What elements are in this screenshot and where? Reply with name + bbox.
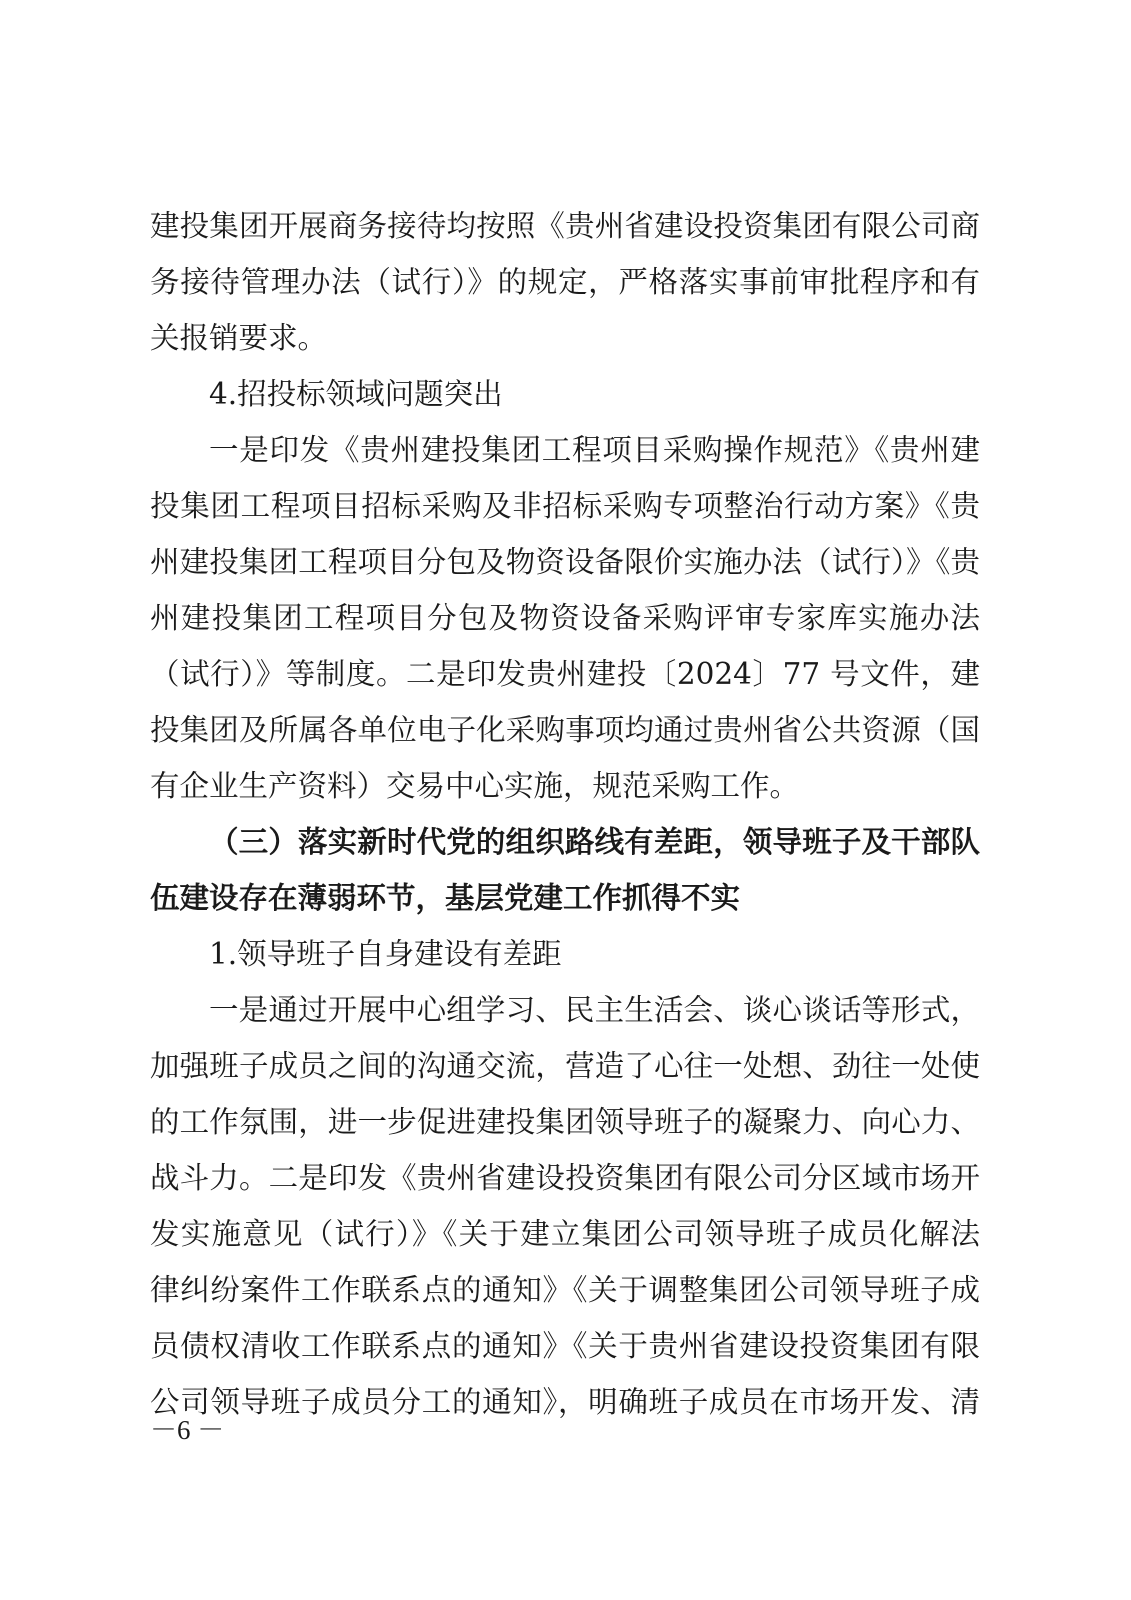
chapter-heading: 伍建设存在薄弱环节，基层党建工作抓得不实 [150,880,741,915]
text-line: 务接待管理办法（试行）》的规定，严格落实事前审批程序和有 [150,265,980,299]
body-text [150,198,980,1430]
text-line: 州建投集团工程项目分包及物资设备采购评审专家库实施办法 [150,601,980,635]
text-line: 公司领导班子成员分工的通知》，明确班子成员在市场开发、清 [150,1385,980,1419]
text-line: 关报销要求。 [150,321,328,355]
text-line: （试行）》等制度。二是印发贵州建投〔2024〕77 号文件，建 [150,657,980,691]
chapter-heading: （三）落实新时代党的组织路线有差距，领导班子及干部队 [209,824,980,859]
text-line: 有企业生产资料）交易中心实施，规范采购工作。 [150,769,800,803]
text-line: 员债权清收工作联系点的通知》《关于贵州省建设投资集团有限 [150,1329,980,1363]
text-line: 加强班子成员之间的沟通交流，营造了心往一处想、劲往一处使 [150,1049,980,1083]
text-line: 投集团及所属各单位电子化采购事项均通过贵州省公共资源（国 [150,713,980,747]
text-line: 一是通过开展中心组学习、民主生活会、谈心谈话等形式， [209,993,980,1027]
text-line: 一是印发《贵州建投集团工程项目采购操作规范》《贵州建 [209,433,980,467]
page-number: －6 － [150,1415,225,1445]
text-line: 发实施意见（试行）》《关于建立集团公司领导班子成员化解法 [150,1217,980,1251]
text-line: 战斗力。二是印发《贵州省建设投资集团有限公司分区域市场开 [150,1161,980,1195]
text-line: 州建投集团工程项目分包及物资设备限价实施办法（试行）》《贵 [150,545,980,579]
text-line: 的工作氛围，进一步促进建投集团领导班子的凝聚力、向心力、 [150,1105,980,1139]
section-heading: 4.招投标领域问题突出 [209,377,503,411]
text-line: 建投集团开展商务接待均按照《贵州省建设投资集团有限公司商 [150,209,980,243]
section-heading: 1.领导班子自身建设有差距 [209,937,562,971]
text-line: 律纠纷案件工作联系点的通知》《关于调整集团公司领导班子成 [150,1273,980,1307]
text-line: 投集团工程项目招标采购及非招标采购专项整治行动方案》《贵 [150,489,980,523]
